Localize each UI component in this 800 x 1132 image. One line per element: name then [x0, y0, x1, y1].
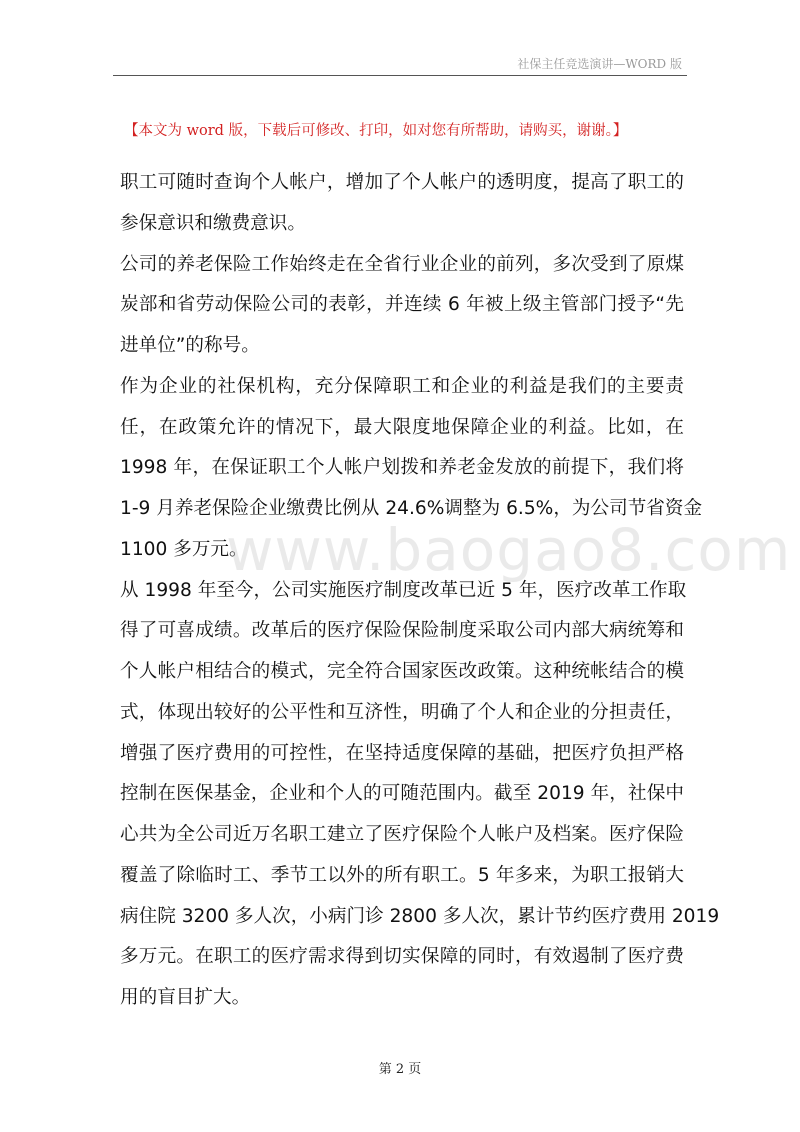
paragraph-line: 作为企业的社保机构，充分保障职工和企业的利益是我们的主要责	[120, 375, 684, 397]
site-watermark: www.baogao8.com	[226, 516, 792, 584]
purchase-notice: 【本文为 word 版，下载后可修改、打印，如对您有所帮助，请购买，谢谢。】	[124, 123, 628, 139]
document-body	[120, 163, 720, 1019]
paragraph-line: 1100 多万元。	[120, 538, 248, 560]
paragraph-line: 得了可喜成绩。改革后的医疗保险保险制度采取公司内部大病统筹和	[120, 620, 684, 642]
header-divider	[113, 75, 687, 76]
paragraph	[120, 245, 684, 367]
paragraph	[120, 163, 684, 245]
paragraph	[120, 367, 703, 571]
page-number: 第 2 页	[378, 1062, 422, 1077]
paragraph-line: 多万元。在职工的医疗需求得到切实保障的同时，有效遏制了医疗费	[120, 946, 684, 968]
paragraph-line: 职工可随时查询个人帐户，增加了个人帐户的透明度，提高了职工的	[120, 172, 684, 193]
paragraph-line: 炭部和省劳动保险公司的表彰，并连续 6 年被上级主管部门授予“先	[120, 294, 684, 316]
paragraph-line: 覆盖了除临时工、季节工以外的所有职工。5 年多来，为职工报销大	[120, 864, 684, 886]
paragraph-line: 用的盲目扩大。	[120, 987, 251, 1008]
paragraph-line: 参保意识和缴费意识。	[120, 212, 306, 234]
paragraph-line: 从 1998 年至今，公司实施医疗制度改革已近 5 年，医疗改革工作取	[120, 579, 687, 601]
paragraph-line: 1-9 月养老保险企业缴费比例从 24.6%调整为 6.5%，为公司节省资金	[120, 498, 703, 519]
paragraph-line: 公司的养老保险工作始终走在全省行业企业的前列，多次受到了原煤	[120, 253, 684, 275]
paragraph-line: 控制在医保基金，企业和个人的可随范围内。截至 2019 年，社保中	[120, 783, 684, 805]
document-header-title: 社保主任竞选演讲—WORD 版	[517, 57, 682, 71]
paragraph-line: 1998 年，在保证职工个人帐户划拨和养老金发放的前提下，我们将	[120, 457, 684, 479]
paragraph-line: 增强了医疗费用的可控性，在坚持适度保障的基础，把医疗负担严格	[120, 742, 684, 764]
paragraph-line: 病住院 3200 多人次，小病门诊 2800 多人次，累计节约医疗费用 2019	[120, 905, 720, 927]
paragraph-line: 个人帐户相结合的模式，完全符合国家医改政策。这种统帐结合的模	[120, 661, 684, 682]
paragraph-line: 式，体现出较好的公平性和互济性，明确了个人和企业的分担责任，	[120, 701, 684, 723]
paragraph-line: 任，在政策允许的情况下，最大限度地保障企业的利益。比如，在	[120, 416, 684, 438]
paragraph-line: 心共为全公司近万名职工建立了医疗保险个人帐户及档案。医疗保险	[120, 824, 684, 845]
paragraph-line: 进单位”的称号。	[120, 335, 260, 356]
paragraph	[120, 571, 720, 1019]
